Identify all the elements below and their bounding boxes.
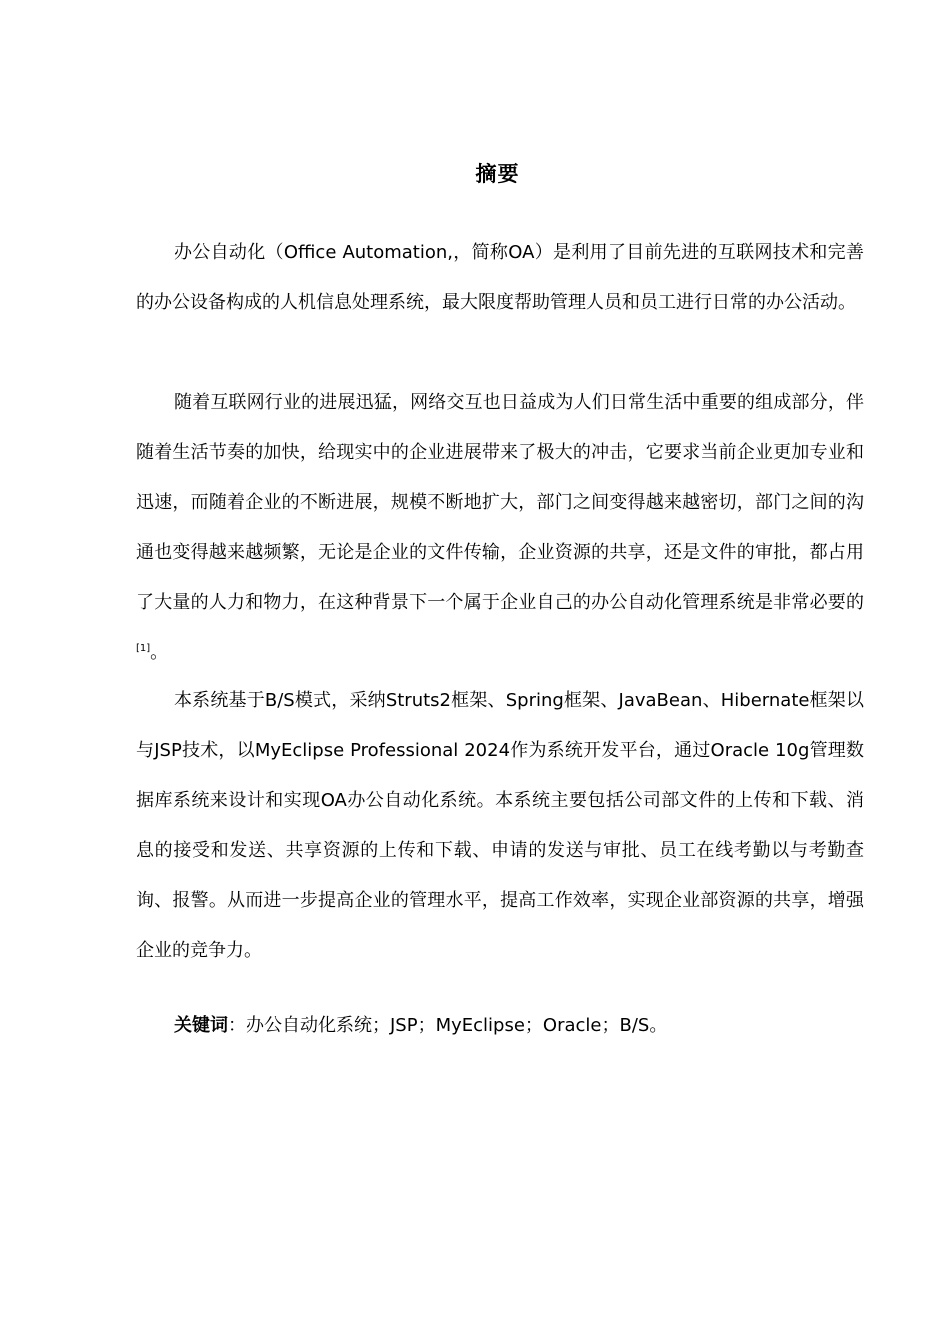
- keywords-value: 办公自动化系统；JSP；MyEclipse；Oracle；B/S。: [246, 1015, 668, 1036]
- paragraph-text: 办公自动化（Office Automation,，简称OA）是利用了目前先进的互联网技术和完善的办公设备构成的人机信息处理系统，最大限度帮助管理人员和员工进行日常的办公活动。: [136, 242, 864, 313]
- keywords-label: 关键词: [174, 1015, 228, 1036]
- abstract-paragraph-3: [136, 676, 864, 976]
- abstract-paragraph-1: [136, 228, 864, 328]
- citation-marker: [1]: [136, 643, 151, 654]
- paragraph-text: 本系统基于B/S模式，采纳Struts2框架、Spring框架、JavaBean、Hibernate框架以与JSP技术，以MyEclipse Professional 2024作为系统开发平台，通过Oracle 10g管理数据库系统来设计和实现OA办公自动化系统。本系统主要包括公司部文件的上传和下载、消息的接受和发送、共享资源的上传和下载、申请的发送与审批、员工在线考勤以与考勤查询、报警。从而进一步提高企业的管理水平，提高工作效率，实现企业部资源的共享，增强企业的竞争力。: [136, 690, 864, 961]
- keywords-line: [174, 1004, 667, 1048]
- paragraph-text: 随着互联网行业的进展迅猛，网络交互也日益成为人们日常生活中重要的组成部分，伴随着生活节奏的加快，给现实中的企业进展带来了极大的冲击，它要求当前企业更加专业和迅速，而随着企业的不断进展，规模不断地扩大，部门之间变得越来越密切，部门之间的沟通也变得越来越频繁，无论是企业的文件传输，企业资源的共享，还是文件的审批，都占用了大量的人力和物力，在这种背景下一个属于企业自己的办公自动化管理系统是非常必要的: [136, 392, 864, 613]
- page-title: 摘要: [475, 162, 520, 186]
- keywords-separator: ：: [228, 1015, 246, 1036]
- abstract-paragraph-2: [136, 378, 864, 678]
- paragraph-end: 。: [150, 642, 169, 663]
